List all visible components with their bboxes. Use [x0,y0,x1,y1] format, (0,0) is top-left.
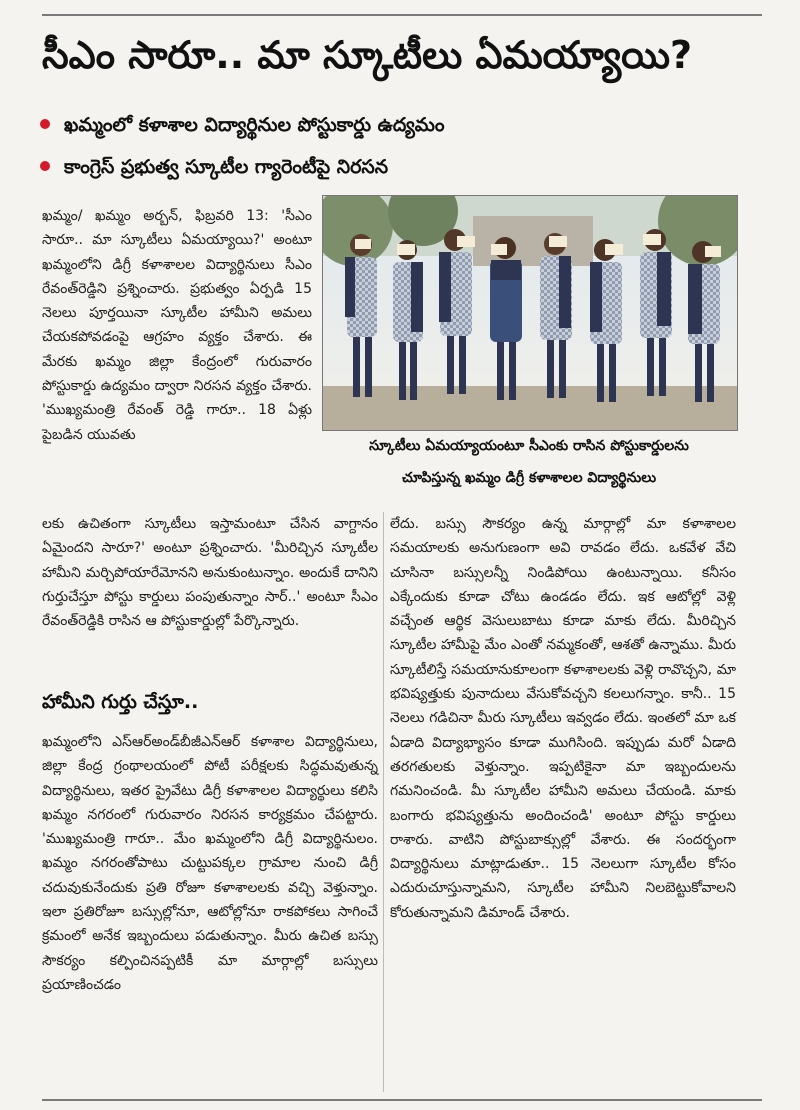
paragraph-protest: ఖమ్మంలోని ఎస్‌ఆర్‌అండ్‌బీజీఎన్‌ఆర్ కళాశాల విద్యార్థినులు, జిల్లా కేంద్ర గ్రంథాలయంలో పోటీ పరీక్షలకు సిద్ధమవుతున్న విద్యార్థినులు, ఇతర ప్రైవేటు డిగ్రీ కళాశాలల విద్యార్థులు కలిసి ఖమ్మం నగరంలో గురువారం నిరసన కార్యక్రమం చేపట్టారు. 'ముఖ్యమంత్రి గారూ.. మేం ఖమ్మంలోని డిగ్రీ విద్యార్థినులం. ఖమ్మం నగరంతోపాటు చుట్టుపక్కల గ్రామాల నుంచి డిగ్రీ చదువుకునేందుకు ప్రతి రోజూ కళాశాలలకు వచ్చి వెళ్తున్నాం. ఇలా ప్రతిరోజూ బస్సుల్లోనూ, ఆటోల్లోనూ రాకపోకలు సాగించే క్రమంలో అనేక ఇబ్బందులు పడుతున్నాం. మీరు ఉచిత బస్సు సౌకర్యం కల్పించినప్పటికీ మా మార్గాల్లో బస్సులు ప్రయాణించడం [42,734,378,993]
headline: సీఎం సారూ.. మా స్కూటీలు ఏమయ్యాయి? [42,33,693,77]
subheading-1-text: ఖమ్మంలో కళాశాల విద్యార్థినుల పోస్టుకార్డు ఉద్యమం [64,114,445,136]
article-column-intro [42,204,312,447]
column-divider [383,512,384,1092]
article-column-left-lower [42,730,378,997]
paragraph-demands: లేదు. బస్సు సౌకర్యం ఉన్న మార్గాల్లో మా కళాశాలల సమయాలకు అనుగుణంగా అవి రావడం లేదు. ఒకవేళ వేచి చూసినా బస్సులన్నీ నిండిపోయి ఉంటున్నాయి. కనీసం ఎక్కేందుకు కూడా చోటు ఉండడం లేదు. ఇక ఆటోల్లో వెళ్లి వచ్చేంత ఆర్థిక వెసులుబాటు కూడా మాకు లేదు. మీరిచ్చిన స్కూటీల హామీపై మేం ఎంతో నమ్మకంతో, ఆశతో ఉన్నాము. మీరు స్కూటీలిస్తే సమయానుకూలంగా కళాశాలలకు వెళ్లి రావొచ్చని, మా భవిష్యత్తుకు పునాదులు వేసుకోవచ్చని కలలుగన్నాం. కానీ.. 15 నెలలు గడిచినా మీరు స్కూటీలు ఇవ్వడం లేదు. ఇంతలో మా ఒక ఏడాది విద్యాభ్యాసం కూడా ముగిసింది. ఇప్పుడు మరో ఏడాది తరగతులకు వెళ్తున్నాం. ఇప్పటికైనా మా ఇబ్బందులను గమనించండి. మీ స్కూటీల హామీని అమలు చేయండి. మాకు బంగారు భవిష్యత్తును అందించండి' అంటూ పోస్టు కార్డులు రాశారు. వాటిని పోస్టుబాక్సుల్లో వేశారు. ఈ సందర్భంగా విద్యార్థినులు మాట్లాడుతూ.. 15 నెలలుగా స్కూటీల కోసం ఎదురుచూస్తున్నామని, స్కూటీల హామీని నిలబెట్టుకోవాలని కోరుతున్నామని డిమాండ్ చేశారు. [390,516,736,921]
bullet-icon [40,119,50,129]
caption-line-2: చూపిస్తున్న ఖమ్మం డిగ్రీ కళాశాలల విద్యార్థినులు [401,470,657,486]
caption-line-1: స్కూటీలు ఏమయ్యాయంటూ సీఎంకు రాసిన పోస్టుకార్డులను [369,438,689,454]
subheading-2-text: కాంగ్రెస్ ప్రభుత్వ స్కూటీల గ్యారెంటీపై నిరసన [64,156,389,178]
students-holding-postcards-image [323,196,737,430]
bottom-rule [42,1099,762,1101]
news-photo [322,195,738,431]
subheading-2 [40,150,760,184]
subheading-1 [40,108,760,142]
top-rule [42,14,762,16]
photo-caption [322,430,736,494]
paragraph-promise: లకు ఉచితంగా స్కూటీలు ఇస్తామంటూ చేసిన వాగ్దానం ఏమైందని సారూ?' అంటూ ప్రశ్నించారు. 'మీరిచ్చిన స్కూటీల హామీని మర్చిపోయారేమోనని అనుకుంటున్నాం. అందుకే దానిని గుర్తుచేస్తూ పోస్టు కార్డులు పంపుతున్నాం సార్..' అంటూ సీఎం రేవంత్‌రెడ్డికి రాసిన ఆ పోస్టుకార్డుల్లో పేర్కొన్నారు. [42,516,378,630]
article-column-left [42,512,378,633]
bullet-icon [40,161,50,171]
article-column-right [390,512,736,925]
section-heading: హామీని గుర్తు చేస్తూ.. [42,691,199,713]
paragraph-dateline: ఖమ్మం/ ఖమ్మం అర్బన్, ఫిబ్రవరి 13: 'సీఎం సారూ.. మా స్కూటీలు ఏమయ్యాయి?' అంటూ ఖమ్మంలోని డిగ్రీ కళాశాలల విద్యార్థినులు సీఎం రేవంత్‌రెడ్డిని ప్రశ్నించారు. ప్రభుత్వం ఏర్పడి 15 నెలలు పూర్తయినా స్కూటీల హామీని అమలు చేయకపోవడంపై ఆగ్రహం వ్యక్తం చేశారు. ఈ మేరకు ఖమ్మం జిల్లా కేంద్రంలో గురువారం పోస్టుకార్డు ఉద్యమం ద్వారా నిరసన వ్యక్తం చేశారు. 'ముఖ్యమంత్రి రేవంత్ రెడ్డి గారూ.. 18 ఏళ్లు పైబడిన యువతు [42,208,312,443]
